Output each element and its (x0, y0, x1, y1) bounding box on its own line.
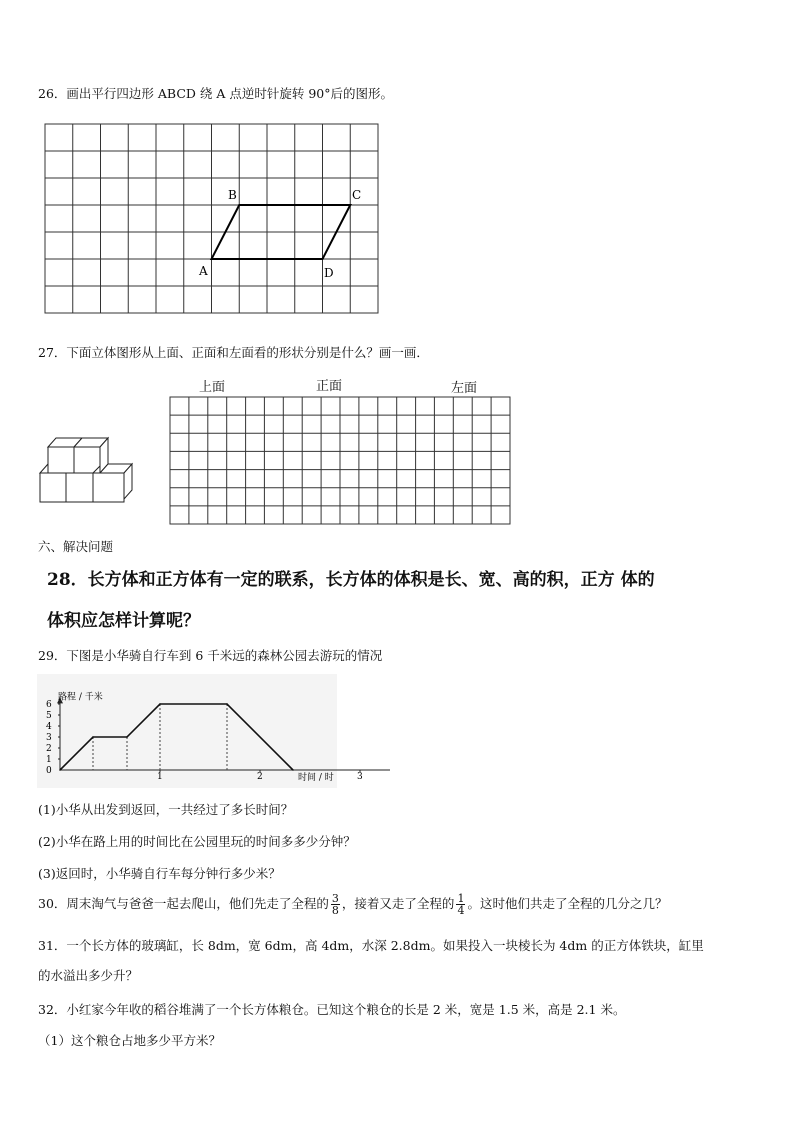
q31-line1: 31．一个长方体的玻璃缸，长 8dm，宽 6dm，高 4dm，水深 2.8dm。如果投入一块棱长为 4dm 的正方体铁块，缸里 (38, 938, 704, 953)
q29-text: 29．下图是小华骑自行车到 6 千米远的森林公园去游玩的情况 (38, 648, 383, 663)
cube-figure (40, 438, 132, 502)
y-tick-label: 0 (46, 766, 52, 776)
y-axis-label: 路程 / 千米 (58, 692, 103, 703)
view-front-label: 正面 (316, 379, 343, 394)
label-a: A (199, 264, 208, 278)
label-d: D (324, 266, 334, 280)
q30-part3: 。这时他们共走了全程的几分之几？ (467, 896, 668, 911)
q29-sub2: (2)小华在路上用的时间比在公园里玩的时间多多少分钟？ (38, 834, 356, 849)
data-point (226, 703, 228, 705)
view-top-label: 上面 (199, 380, 226, 395)
data-point (292, 769, 294, 771)
q31-line2: 的水溢出多少升？ (38, 968, 139, 983)
distance-time-chart (37, 674, 390, 788)
q29-sub1: (1)小华从出发到返回，一共经过了多长时间？ (38, 802, 294, 817)
y-tick-label: 6 (46, 700, 52, 710)
label-c: C (352, 188, 362, 202)
x-tick-label: 1 (157, 772, 163, 782)
q30-part2: ，接着又走了全程的 (341, 896, 455, 911)
q28-line2: 体积应怎样计算呢？ (47, 611, 200, 631)
q32-sub1: （1）这个粮仓占地多少平方米？ (38, 1033, 221, 1048)
x-tick-label: 2 (257, 772, 263, 782)
q27-grid (170, 397, 510, 524)
y-tick-label: 2 (46, 744, 52, 754)
x-axis-label: 时间 / 时 (298, 773, 334, 783)
label-b: B (228, 188, 237, 202)
data-point (92, 736, 94, 738)
y-tick-label: 1 (46, 755, 52, 765)
q29-sub3: (3)返回时，小华骑自行车每分钟行多少米？ (38, 866, 281, 881)
q32-text: 32．小红家今年收的稻谷堆满了一个长方体粮仓。已知这个粮仓的长是 2 米，宽是 1.5 米，高是 2.1 米。 (38, 1002, 626, 1017)
fraction-1-4: $\frac{1}{4}$ (457, 892, 465, 917)
q26-text: 26．画出平行四边形 ABCD 绕 A 点逆时针旋转 90°后的图形。 (38, 86, 393, 101)
y-tick-label: 4 (46, 722, 52, 732)
q30-text (38, 893, 667, 916)
y-tick-label: 3 (46, 733, 52, 743)
data-point (126, 736, 128, 738)
data-point (59, 769, 61, 771)
x-tick-label: 3 (357, 772, 363, 782)
y-tick-label: 5 (46, 711, 52, 721)
view-left-label: 左面 (451, 381, 478, 396)
data-point (159, 703, 161, 705)
q27-text: 27．下面立体图形从上面、正面和左面看的形状分别是什么？画一画． (38, 345, 429, 360)
q26-grid (45, 124, 378, 313)
fraction-3-8: $\frac{3}{8}$ (331, 892, 339, 917)
section-heading: 六、解决问题 (38, 539, 114, 554)
q30-part1: 30．周末淘气与爸爸一起去爬山，他们先走了全程的 (38, 896, 329, 911)
q28-line1: 28．长方体和正方体有一定的联系，长方体的体积是长、宽、高的积，正方 体的 (47, 570, 655, 590)
